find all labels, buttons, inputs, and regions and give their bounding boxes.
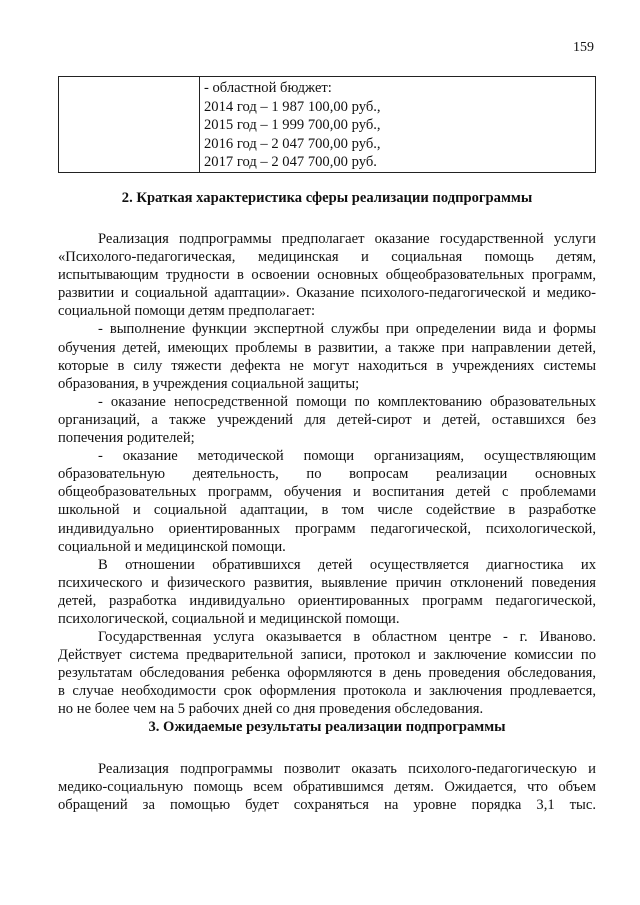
text-line: Действует система предварительной записи, протокол и заключение комиссии по [58, 647, 596, 664]
text-line: социальной помощи детям предполагает: [58, 303, 316, 320]
budget-line: 2016 год – 2 047 700,00 руб., [204, 135, 381, 152]
section-2-body [58, 230, 596, 719]
table-cell-empty [59, 77, 200, 173]
budget-line: 2014 год – 1 987 100,00 руб., [204, 98, 381, 115]
budget-line: 2015 год – 1 999 700,00 руб., [204, 117, 381, 133]
section-3-heading: 3. Ожидаемые результаты реализации подпрограммы [148, 719, 506, 735]
budget-line: 2017 год – 2 047 700,00 руб. [204, 154, 377, 170]
text-line: образования, в учреждения социальной защиты; [58, 375, 360, 392]
text-line: организаций, а также учреждений для детей-сирот и детей, оставшихся без [58, 411, 596, 428]
text-line: детей, разработка индивидуально ориентированных программ педагогической, [58, 592, 596, 609]
text-line: образовательную деятельность, по вопросам реализации основных [58, 466, 596, 483]
text-line: развитии и социальной адаптации». Оказание психолого-педагогической и медико- [58, 285, 596, 302]
table-cell-budget [200, 77, 596, 173]
text-line: школьной и социальной адаптации, в том числе содействие в разработке [58, 502, 596, 519]
text-line: испытывающим трудности в освоении основных общеобразовательных программ, [58, 267, 596, 284]
text-line: - выполнение функции экспертной службы при определении вида и формы [98, 321, 596, 338]
text-line: которые в силу тяжести дефекта не могут находиться в учреждениях системы [58, 357, 596, 374]
text-line: психологической, социальной и медицинской помощи. [58, 610, 400, 627]
table-row [59, 77, 596, 173]
text-line: обучения детей, имеющих проблемы в развитии, а также при направлении детей, [58, 339, 596, 356]
text-line: попечения родителей; [58, 430, 195, 447]
text-line: индивидуально ориентированных программ педагогической, психологической, [58, 520, 596, 537]
budget-line: - областной бюджет: [204, 80, 332, 96]
text-line: В отношении обратившихся детей осуществляется диагностика их [98, 556, 596, 573]
text-line: но не более чем на 5 рабочих дней со дня проведения обследования. [58, 701, 484, 718]
text-line: - оказание методической помощи организациям, осуществляющим [98, 448, 596, 465]
page-number: 159 [573, 40, 594, 55]
budget-table [58, 76, 596, 173]
text-line: социальной и медицинской помощи. [58, 538, 286, 555]
text-line: Государственная услуга оказывается в областном центре - г. Иваново. [98, 629, 596, 646]
text-line: психического и физического развития, выявление причин отклонений поведения [58, 574, 596, 591]
text-line: Реализация подпрограммы предполагает оказание государственной услуги [98, 231, 596, 247]
section-2-heading: 2. Краткая характеристика сферы реализации подпрограммы [121, 190, 533, 206]
text-line: Реализация подпрограммы позволит оказать психолого-педагогическую и [98, 761, 596, 777]
text-line: обращений за помощью будет сохраняться на уровне порядка 3,1 тыс. [58, 797, 596, 814]
text-line: «Психолого-педагогическая, медицинская и социальная помощь детям, [58, 249, 596, 266]
section-3-body [58, 760, 596, 814]
text-line: результатам обследования ребенка оформляются в день проведения обследования, [58, 665, 596, 682]
text-line: медико-социальную помощь всем обратившимся детям. Ожидается, что объем [58, 779, 596, 796]
text-line: в случае необходимости срок оформления протокола и заключения продлевается, [58, 683, 596, 700]
text-line: - оказание непосредственной помощи по комплектованию образовательных [98, 393, 596, 410]
text-line: общеобразовательных программ, обучения и воспитания детей с проблемами [58, 484, 596, 501]
